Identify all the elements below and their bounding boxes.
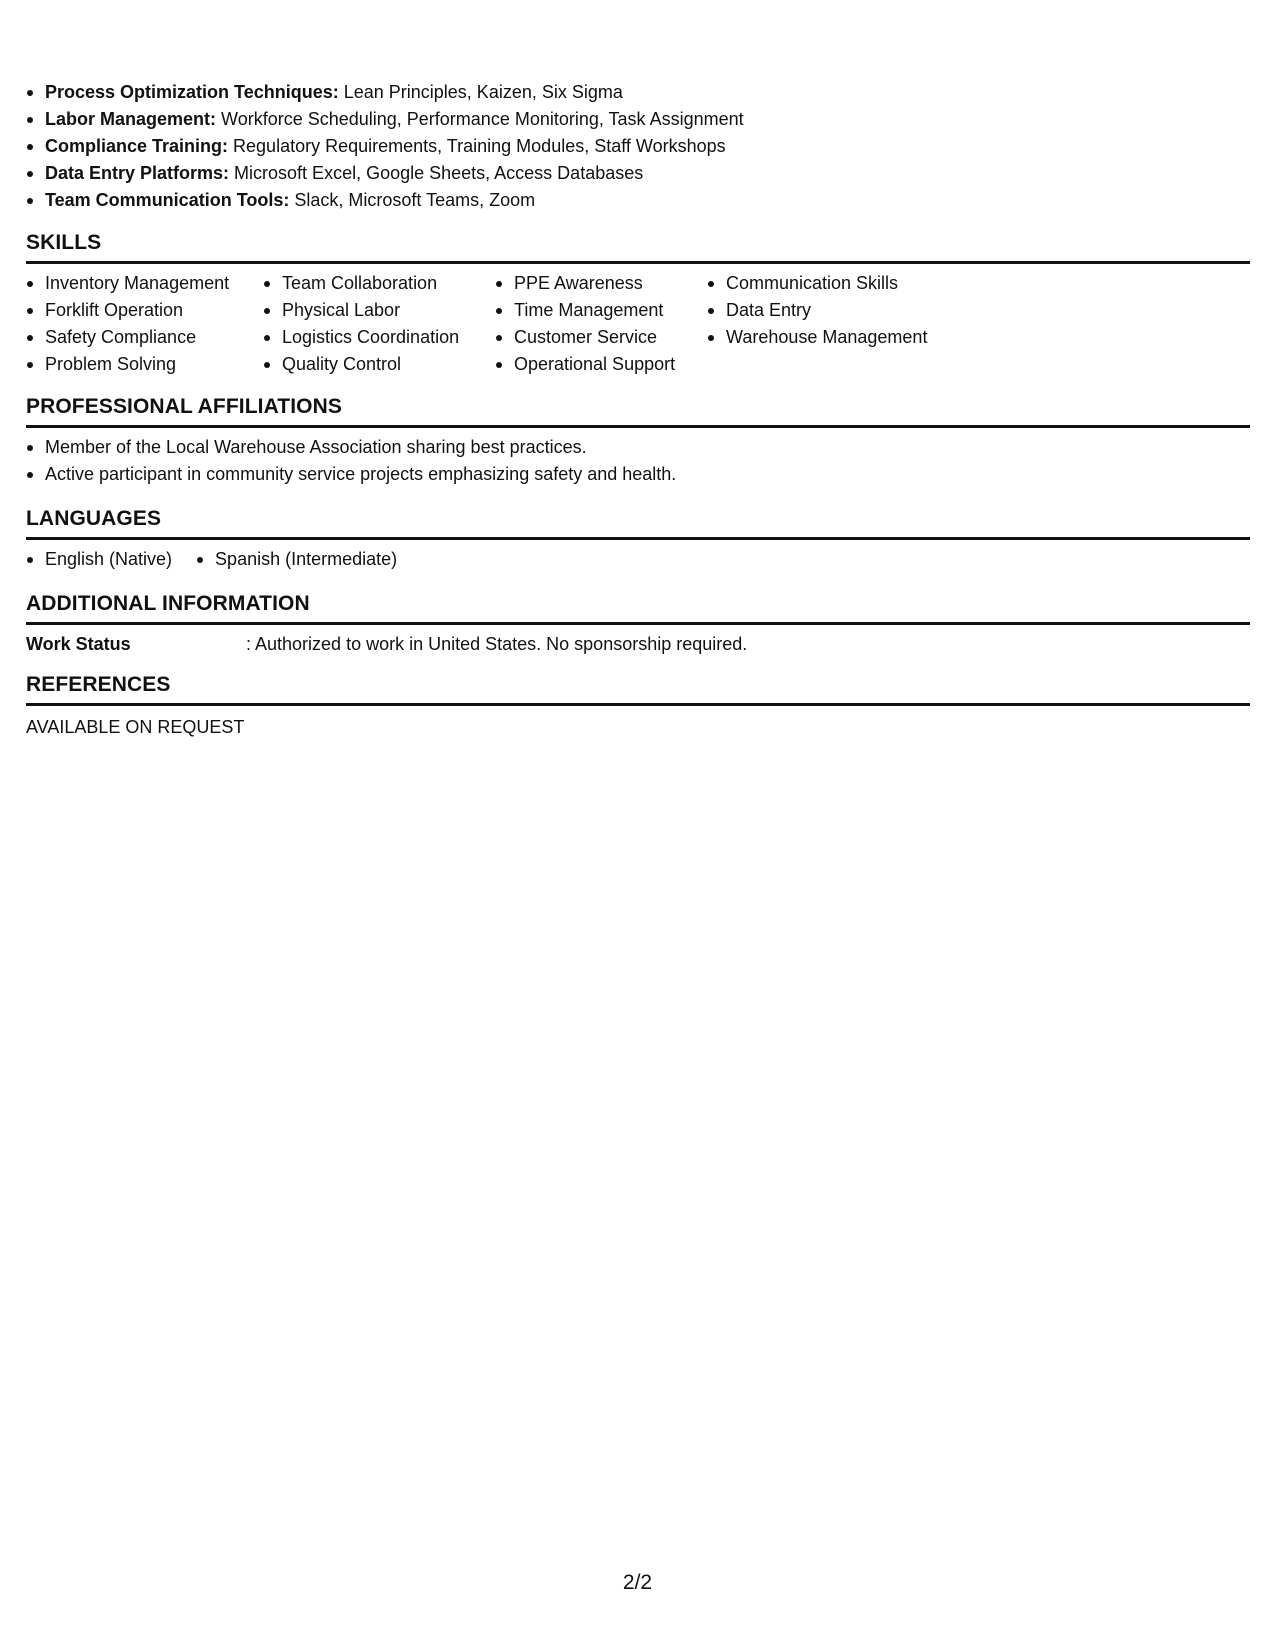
skills-column [495, 270, 707, 378]
skill-item: Problem Solving [26, 351, 263, 378]
affiliation-item: Member of the Local Warehouse Association sharing best practices. [26, 434, 1250, 461]
tool-value: Lean Principles, Kaizen, Six Sigma [338, 82, 623, 102]
skills-grid [26, 270, 1250, 378]
skill-item: Logistics Coordination [263, 324, 495, 351]
skills-column [707, 270, 947, 378]
tool-label: Process Optimization Techniques: [45, 82, 339, 102]
tool-label: Team Communication Tools: [45, 190, 290, 210]
tool-item [26, 187, 744, 214]
skill-item: Physical Labor [263, 297, 495, 324]
tool-label: Data Entry Platforms: [45, 163, 230, 183]
tools-list [26, 79, 744, 214]
skill-item: Data Entry [707, 297, 947, 324]
skills-section [26, 228, 1250, 378]
skill-item: Forklift Operation [26, 297, 263, 324]
skill-item: Customer Service [495, 324, 707, 351]
work-status-value: : Authorized to work in United States. No sponsorship required. [246, 634, 748, 654]
work-status-row [26, 631, 1250, 658]
language-item: English (Native) [26, 546, 172, 573]
skills-heading: SKILLS [26, 228, 1250, 264]
references-heading: REFERENCES [26, 670, 1250, 706]
skill-item: Safety Compliance [26, 324, 263, 351]
affiliations-heading: PROFESSIONAL AFFILIATIONS [26, 392, 1250, 428]
languages-list [26, 546, 1250, 573]
tool-item [26, 106, 744, 133]
affiliations-list [26, 434, 1250, 488]
skill-item: Warehouse Management [707, 324, 947, 351]
skill-item: Inventory Management [26, 270, 263, 297]
tool-value: Slack, Microsoft Teams, Zoom [289, 190, 536, 210]
tool-item [26, 79, 744, 106]
languages-section [26, 504, 1250, 573]
tool-item [26, 133, 744, 160]
additional-info-heading: ADDITIONAL INFORMATION [26, 589, 1250, 625]
additional-info-section [26, 589, 1250, 658]
work-status-label: Work Status [26, 634, 131, 654]
tool-value: Regulatory Requirements, Training Modules, Staff Workshops [228, 136, 726, 156]
tool-item [26, 160, 744, 187]
skill-item: Quality Control [263, 351, 495, 378]
languages-heading: LANGUAGES [26, 504, 1250, 540]
references-text: AVAILABLE ON REQUEST [26, 717, 245, 737]
skills-column [26, 270, 263, 378]
tool-label: Compliance Training: [45, 136, 229, 156]
page-number: 2/2 [622, 1571, 653, 1594]
affiliation-item: Active participant in community service projects emphasizing safety and health. [26, 461, 1250, 488]
references-section [26, 670, 1250, 741]
affiliations-section [26, 392, 1250, 488]
skill-item: Communication Skills [707, 270, 947, 297]
skill-item: Time Management [495, 297, 707, 324]
tool-label: Labor Management: [45, 109, 217, 129]
tool-value: Workforce Scheduling, Performance Monitoring, Task Assignment [216, 109, 744, 129]
skill-item: Operational Support [495, 351, 707, 378]
skill-item: PPE Awareness [495, 270, 707, 297]
tool-value: Microsoft Excel, Google Sheets, Access Databases [229, 163, 644, 183]
skills-column [263, 270, 495, 378]
language-item: Spanish (Intermediate) [196, 546, 397, 573]
skill-item: Team Collaboration [263, 270, 495, 297]
